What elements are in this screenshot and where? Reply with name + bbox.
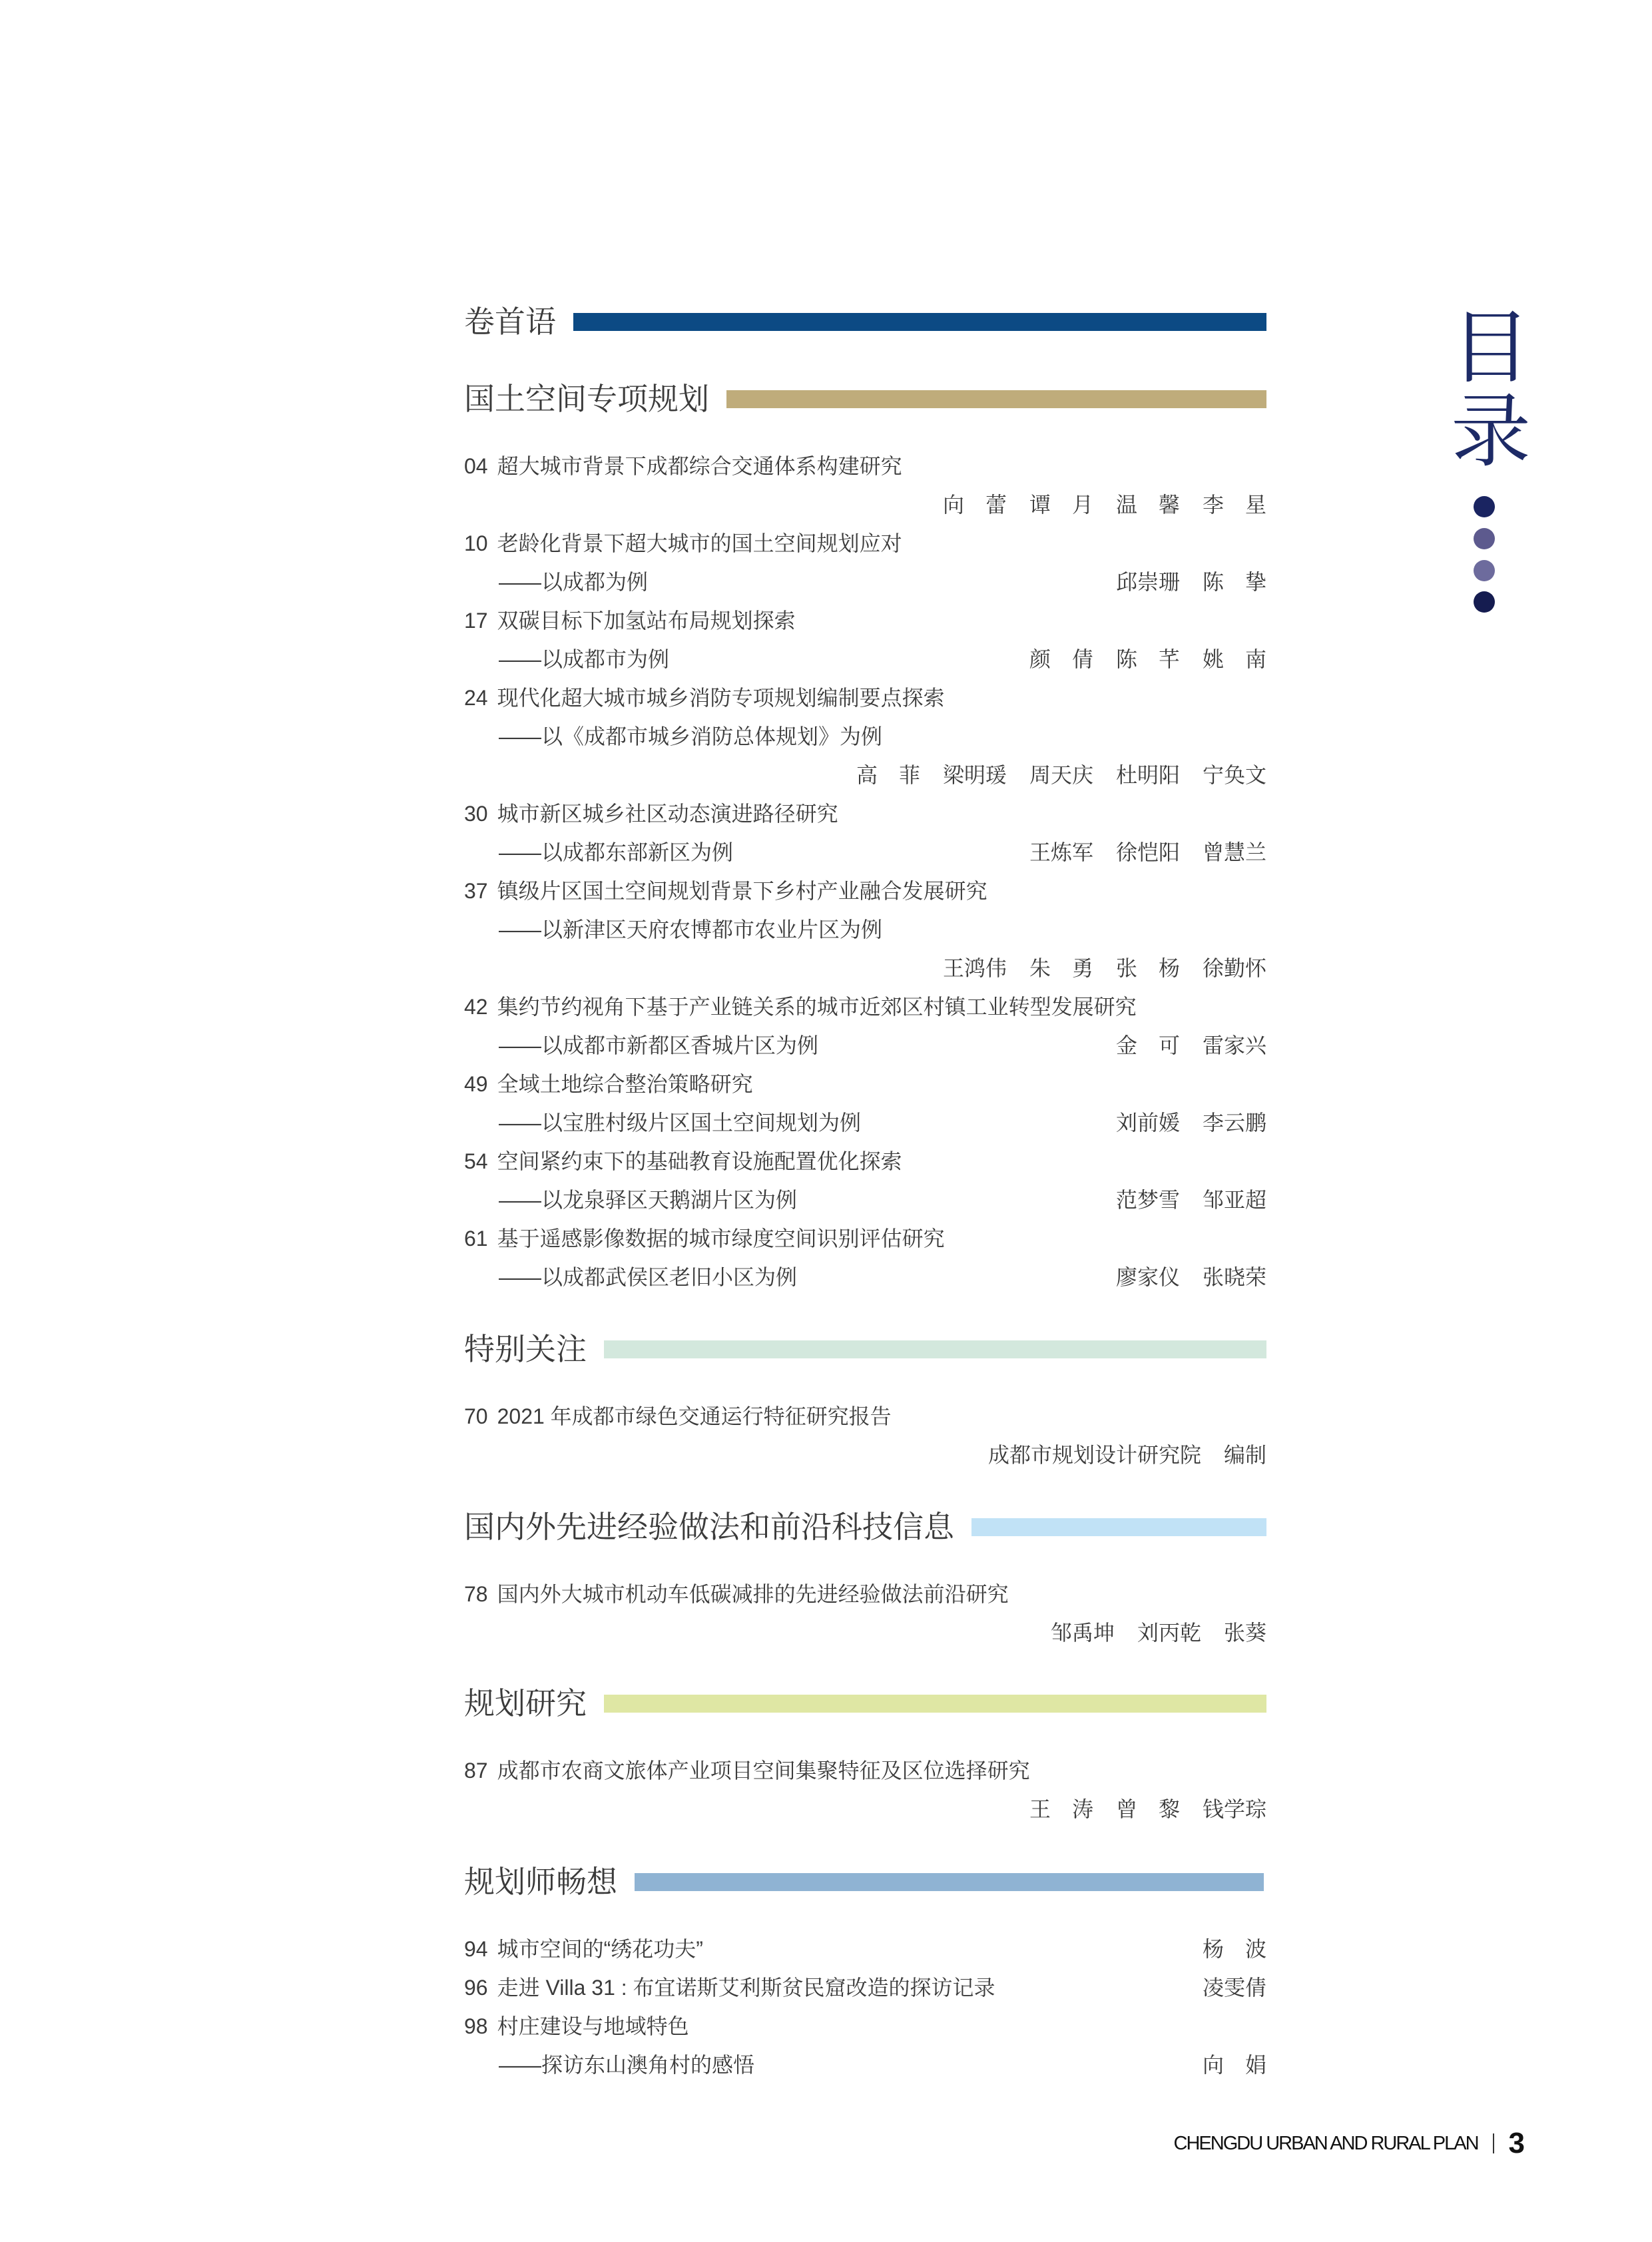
- author-name: 邱崇珊: [1116, 570, 1181, 594]
- article-title: 空间紧约束下的基础教育设施配置优化探索: [497, 1149, 902, 1173]
- article-subtitle: ——探访东山澳角村的感悟: [499, 2053, 755, 2077]
- section-title: 国土空间专项规划: [464, 381, 709, 417]
- article-entry: [464, 794, 1266, 872]
- author-name: 杨 波: [1203, 1937, 1266, 1961]
- section-title: 规划研究: [464, 1685, 587, 1721]
- article-list: [464, 1575, 1266, 1652]
- article-subtitle-line: [464, 563, 1266, 601]
- article-subtitle: ——以宝胜村级片区国土空间规划为例: [499, 1111, 862, 1135]
- section-heading: [464, 1683, 1266, 1723]
- author-name: 杜明阳: [1116, 763, 1181, 787]
- section-editorial: [464, 302, 1266, 342]
- author-list: [988, 1444, 1266, 1466]
- article-entry: [464, 1930, 1266, 1968]
- article-entry: [464, 1142, 1266, 1219]
- toc-title: 目录: [1438, 305, 1530, 473]
- author-name: 刘丙乾: [1137, 1621, 1201, 1645]
- section-title: 卷首语: [464, 304, 556, 340]
- author-list: [856, 764, 1266, 786]
- article-title-line: [464, 794, 1266, 833]
- article-title-line: [464, 1065, 1266, 1103]
- article-entry: [464, 1397, 1266, 1474]
- author-name: 曾慧兰: [1203, 840, 1267, 864]
- author-name: 向 蕾: [943, 493, 1007, 517]
- author-list: [1203, 1938, 1266, 1960]
- article-title: 集约节约视角下基于产业链关系的城市近郊区村镇工业转型发展研究: [497, 995, 1137, 1019]
- article-title-line: [464, 1219, 1266, 1258]
- article-page-number: 78: [464, 1582, 488, 1606]
- journal-name: CHENGDU URBAN AND RURAL PLAN: [1173, 2132, 1478, 2154]
- author-list: [1116, 1112, 1266, 1133]
- section-color-bar: [971, 1518, 1266, 1536]
- article-subtitle-line: [464, 717, 1266, 756]
- section-heading: [464, 379, 1266, 419]
- article-page-number: 61: [464, 1227, 488, 1251]
- article-subtitle-line: [464, 640, 1266, 679]
- toc-dot: [1474, 560, 1495, 581]
- author-list: [1116, 1189, 1266, 1211]
- article-byline: [464, 1790, 1266, 1828]
- author-name: 邹亚超: [1203, 1188, 1267, 1212]
- article-entry: [464, 1219, 1266, 1296]
- section-color-bar: [604, 1695, 1266, 1713]
- author-name: 刘前媛: [1116, 1111, 1181, 1135]
- author-list: [1116, 1266, 1266, 1288]
- author-name: 徐恺阳: [1116, 840, 1181, 864]
- article-byline: [464, 1436, 1266, 1474]
- article-title-line: [464, 2007, 1266, 2046]
- article-subtitle: ——以成都东部新区为例: [499, 840, 734, 864]
- section-international-experience: [464, 1507, 1266, 1652]
- article-subtitle-line: [464, 2046, 1266, 2084]
- article-title-line: [464, 1930, 1266, 1968]
- author-name: 王鸿伟: [943, 956, 1007, 980]
- toc-dot: [1474, 528, 1495, 549]
- article-subtitle: ——以成都为例: [499, 570, 649, 594]
- author-list: [1029, 842, 1266, 863]
- article-title: 2021 年成都市绿色交通运行特征研究报告: [497, 1404, 892, 1428]
- author-name: 谭 月: [1029, 493, 1093, 517]
- article-title: 老龄化背景下超大城市的国土空间规划应对: [497, 531, 902, 555]
- article-byline: [464, 1613, 1266, 1652]
- article-title: 城市新区城乡社区动态演进路径研究: [497, 802, 838, 826]
- author-name: 金 可: [1116, 1033, 1180, 1057]
- article-list: [464, 1930, 1266, 2084]
- article-page-number: 30: [464, 802, 488, 826]
- article-entry: [464, 1065, 1266, 1142]
- author-name: 温 馨: [1116, 493, 1180, 517]
- article-page-number: 98: [464, 2014, 488, 2038]
- author-name: 姚 南: [1203, 647, 1266, 671]
- section-heading: [464, 1329, 1266, 1369]
- author-name: 宁奂文: [1203, 763, 1267, 787]
- article-list: [464, 1397, 1266, 1474]
- author-name: 王炼军: [1029, 840, 1094, 864]
- article-title: 双碳目标下加氢站布局规划探索: [497, 609, 796, 633]
- author-name: 徐勤怀: [1203, 956, 1267, 980]
- author-list: [1203, 1977, 1266, 1998]
- article-entry: [464, 872, 1266, 987]
- article-list: [464, 1751, 1266, 1828]
- article-page-number: 17: [464, 609, 488, 633]
- article-page-number: 94: [464, 1937, 488, 1961]
- author-name: 张晓荣: [1203, 1265, 1267, 1289]
- author-list: [1203, 2054, 1266, 2076]
- article-page-number: 42: [464, 995, 488, 1019]
- section-heading: [464, 1507, 1266, 1547]
- article-byline: [464, 949, 1266, 987]
- author-list: [1029, 1799, 1266, 1820]
- author-name: 向 娟: [1203, 2053, 1266, 2077]
- article-page-number: 10: [464, 531, 488, 555]
- article-title: 国内外大城市机动车低碳减排的先进经验做法前沿研究: [497, 1582, 1009, 1606]
- author-name: 张 杨: [1116, 956, 1180, 980]
- author-list: [1116, 1035, 1266, 1056]
- article-subtitle-line: [464, 1258, 1266, 1296]
- article-title-line: [464, 872, 1266, 910]
- article-title: 城市空间的“绣花功夫”: [497, 1937, 703, 1961]
- author-name: 曾 黎: [1116, 1797, 1180, 1821]
- article-title-line: [464, 987, 1266, 1026]
- article-subtitle: ——以成都市新都区香城片区为例: [499, 1033, 819, 1057]
- article-title: 镇级片区国土空间规划背景下乡村产业融合发展研究: [497, 879, 987, 903]
- author-name: 陈 挚: [1203, 570, 1266, 594]
- section-color-bar: [604, 1340, 1266, 1358]
- author-name: 李云鹏: [1203, 1111, 1267, 1135]
- author-name: 周天庆: [1029, 763, 1094, 787]
- author-name: 廖家仪: [1116, 1265, 1181, 1289]
- page-footer: [1174, 2127, 1525, 2160]
- article-subtitle: ——以龙泉驿区天鹅湖片区为例: [499, 1188, 798, 1212]
- author-name: 张葵: [1223, 1621, 1266, 1645]
- section-title: 特别关注: [464, 1331, 587, 1367]
- footer-separator: [1493, 2133, 1494, 2153]
- article-byline: [464, 756, 1266, 794]
- author-name: 邹禹坤: [1050, 1621, 1115, 1645]
- article-list: [464, 447, 1266, 1296]
- section-color-bar: [635, 1873, 1264, 1891]
- article-subtitle-line: [464, 1181, 1266, 1219]
- article-entry: [464, 2007, 1266, 2084]
- page-number: 3: [1508, 2127, 1525, 2159]
- author-list: [1029, 649, 1266, 670]
- article-entry: [464, 1575, 1266, 1652]
- section-title: 国内外先进经验做法和前沿科技信息: [464, 1509, 954, 1545]
- toc-dot: [1474, 591, 1495, 613]
- article-title: 成都市农商文旅体产业项目空间集聚特征及区位选择研究: [497, 1759, 1030, 1783]
- article-title-line: [464, 1968, 1266, 2007]
- section-color-bar: [573, 313, 1266, 331]
- author-organization: 成都市规划设计研究院: [987, 1443, 1201, 1467]
- section-planner-reflections: [464, 1862, 1266, 2084]
- article-subtitle: ——以新津区天府农博都市农业片区为例: [499, 918, 883, 942]
- article-title-line: [464, 524, 1266, 563]
- section-heading: [464, 1862, 1266, 1902]
- article-title: 基于遥感影像数据的城市绿度空间识别评估研究: [497, 1227, 945, 1251]
- article-title-line: [464, 1142, 1266, 1181]
- article-byline: [464, 485, 1266, 524]
- article-title-line: [464, 601, 1266, 640]
- article-title-line: [464, 447, 1266, 485]
- article-page-number: 96: [464, 1976, 488, 2000]
- article-entry: [464, 1751, 1266, 1828]
- article-entry: [464, 524, 1266, 601]
- article-subtitle: ——以成都市为例: [499, 647, 670, 671]
- section-planning-research: [464, 1683, 1266, 1828]
- article-title-line: [464, 679, 1266, 717]
- article-subtitle: ——以成都武侯区老旧小区为例: [499, 1265, 798, 1289]
- section-heading: [464, 302, 1266, 342]
- article-page-number: 04: [464, 454, 488, 478]
- author-name: 朱 勇: [1029, 956, 1093, 980]
- article-page-number: 54: [464, 1149, 488, 1173]
- author-name: 颜 倩: [1029, 647, 1093, 671]
- article-entry: [464, 987, 1266, 1065]
- author-name: 王 涛: [1029, 1797, 1093, 1821]
- article-page-number: 49: [464, 1072, 488, 1096]
- author-name: 范梦雪: [1116, 1188, 1181, 1212]
- article-entry: [464, 1968, 1266, 2007]
- article-page-number: 70: [464, 1404, 488, 1428]
- author-name: 梁明瑗: [943, 763, 1007, 787]
- article-subtitle-line: [464, 910, 1266, 949]
- author-name: 李 星: [1203, 493, 1266, 517]
- article-title: 现代化超大城市城乡消防专项规划编制要点探索: [497, 686, 945, 710]
- article-page-number: 87: [464, 1759, 488, 1783]
- author-list: [943, 494, 1266, 515]
- author-name: 高 菲: [856, 763, 920, 787]
- section-territorial-planning: [464, 379, 1266, 1296]
- author-name: 凌雯倩: [1203, 1976, 1267, 2000]
- article-subtitle-line: [464, 833, 1266, 872]
- article-page-number: 24: [464, 686, 488, 710]
- author-list: [1051, 1622, 1266, 1643]
- article-title-line: [464, 1751, 1266, 1790]
- section-color-bar: [726, 390, 1266, 408]
- author-list: [943, 958, 1266, 979]
- article-subtitle-line: [464, 1026, 1266, 1065]
- author-name: 钱学琮: [1203, 1797, 1267, 1821]
- article-title: 村庄建设与地域特色: [497, 2014, 689, 2038]
- article-entry: [464, 447, 1266, 524]
- article-title-line: [464, 1397, 1266, 1436]
- article-subtitle: ——以《成都市城乡消防总体规划》为例: [499, 724, 883, 748]
- article-title: 全域土地综合整治策略研究: [497, 1072, 753, 1096]
- article-title: 走进 Villa 31 : 布宜诺斯艾利斯贫民窟改造的探访记录: [497, 1976, 995, 2000]
- author-list: [1116, 571, 1266, 593]
- article-entry: [464, 601, 1266, 679]
- article-subtitle-line: [464, 1103, 1266, 1142]
- author-role: 编制: [1223, 1443, 1266, 1467]
- article-page-number: 37: [464, 879, 488, 903]
- author-name: 雷家兴: [1203, 1033, 1267, 1057]
- toc-dot: [1474, 496, 1495, 517]
- section-title: 规划师畅想: [464, 1864, 617, 1900]
- author-name: 陈 芊: [1116, 647, 1180, 671]
- article-title: 超大城市背景下成都综合交通体系构建研究: [497, 454, 902, 478]
- article-entry: [464, 679, 1266, 794]
- section-special-focus: [464, 1329, 1266, 1474]
- article-title-line: [464, 1575, 1266, 1613]
